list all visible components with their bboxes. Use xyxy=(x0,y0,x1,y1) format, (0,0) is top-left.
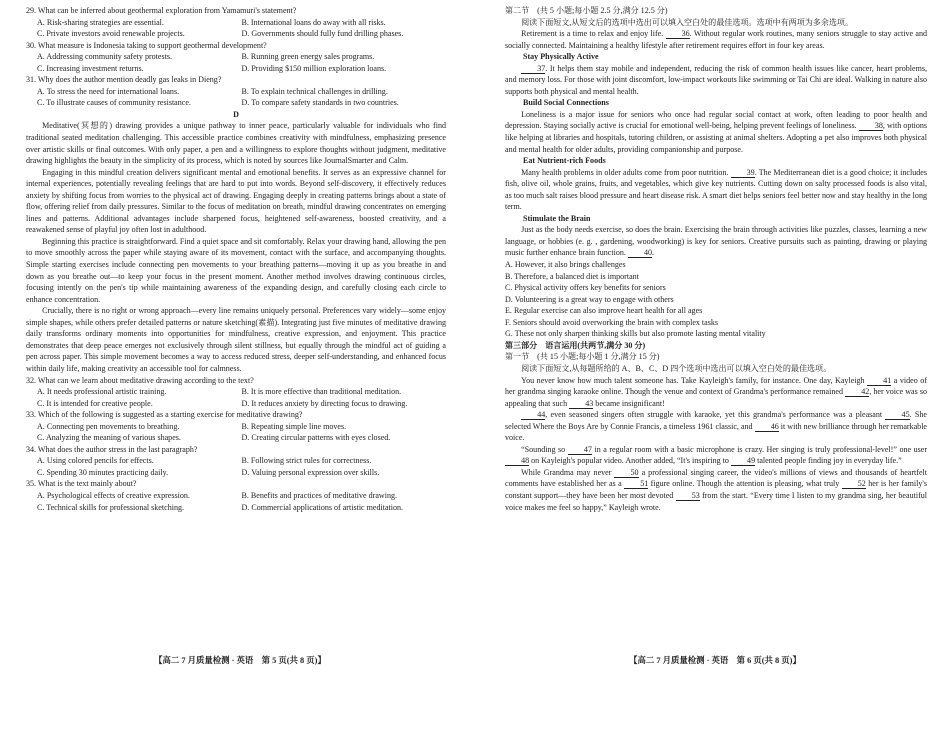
option-c[interactable]: C. Spending 30 minutes practicing daily. xyxy=(37,467,169,477)
option-d[interactable]: D. Creating circular patterns with eyes closed. xyxy=(241,433,391,443)
option-a[interactable]: A. It needs professional artistic training. xyxy=(37,387,167,397)
option-b[interactable]: B. To explain technical challenges in drilling. xyxy=(241,86,388,96)
option-b[interactable]: B. Following strict rules for correctness. xyxy=(241,456,372,466)
option-b[interactable]: B. Running green energy sales programs. xyxy=(241,52,375,62)
text: Many health problems in older adults come from poor nutrition. xyxy=(521,167,729,177)
text: a video of her grandma singing karaoke online. Though the venue and context of Grandma's performance remained xyxy=(505,375,928,397)
cloze-paragraph-1 xyxy=(505,375,927,410)
question-34 xyxy=(26,444,446,479)
question-30 xyxy=(26,40,446,75)
passage-paragraph-2: Engaging in this mindful creation delivers significant mental and emotional benefits. It serves as an expressive channel for internal experiences, potentially revealing feelings that are hard to put into words. Beyond self-discovery, it effectively reduces anxiety by shifting focus from worries to the physical act of drawing. Engaging deeply in creating patterns brings about a state of flow, offering relief from daily pressures. Similar to the focus of meditation on breath, mindful drawing concentrates on emerging lines and patterns. Additional advantages include sharpened focus, heightened self-awareness, boosted creativity, and a reawakened sense of playful joy often lost in adulthood. xyxy=(26,167,446,235)
text: While Grandma may never xyxy=(521,467,612,477)
heading-social: Build Social Connections xyxy=(523,98,609,108)
option-d[interactable]: D. Valuing personal expression over skills. xyxy=(241,467,380,477)
paragraph-social xyxy=(505,109,927,155)
question-32 xyxy=(26,375,446,410)
choice-d[interactable]: D. Volunteering is a great way to engage with others xyxy=(505,294,674,304)
option-b[interactable]: B. International loans do away with all risks. xyxy=(241,17,386,27)
option-a[interactable]: A. Risk-sharing strategies are essential. xyxy=(37,17,164,27)
option-c[interactable]: C. Private investors avoid renewable projects. xyxy=(37,29,185,39)
blank-50[interactable]: 50 xyxy=(614,468,638,478)
blank-40[interactable]: 40 xyxy=(628,248,652,258)
text: Just as the body needs exercise, so does the brain. Exercising the brain through activities like puzzles, classes, learning a new language, or hobbies (e. g. , gardening, woodworking) is key for seniors. Creative pursuits such as painting, drawing or playing music further enhance brain function. xyxy=(505,225,927,258)
passage-label: D xyxy=(233,109,239,119)
option-a[interactable]: A. Connecting pen movements to breathing. xyxy=(37,421,180,431)
text: on Kayleigh's popular video. Another added, “It's inspiring to xyxy=(531,456,729,466)
text: . It helps them stay mobile and independent, reducing the risk of common health issues like cancer, heart problems, and memory loss. For those with joint discomfort, low-impact workouts like swimming or Tai Chi are ideal. Walking in nature also supports both physical and mental health. xyxy=(505,63,928,96)
options xyxy=(26,386,446,409)
blank-51[interactable]: 51 xyxy=(624,479,648,489)
option-a[interactable]: A. To stress the need for international loans. xyxy=(37,86,180,96)
cloze-intro xyxy=(505,28,927,51)
option-d[interactable]: D. To compare safety standards in two countries. xyxy=(241,98,399,108)
paragraph-brain: Just as the body needs exercise, so does the brain. Exercising the brain through activities like puzzles, classes, learning a new language, or hobbies (e. g. , gardening, woodworking) is key for seniors. Creative pursuits such as painting, drawing or playing music further enhance brain function. 40. xyxy=(505,225,927,258)
blank-39[interactable]: 39 xyxy=(731,168,755,178)
choice-e[interactable]: E. Regular exercise can also improve heart health for all ages xyxy=(505,306,703,316)
text: talented people finding joy in everyday life.” xyxy=(757,456,902,466)
question-stem: 33. Which of the following is suggested as a starting exercise for meditative drawing? xyxy=(26,410,303,420)
option-c[interactable]: C. It is intended for creative people. xyxy=(37,398,153,408)
paragraph-physically-active xyxy=(505,63,927,98)
option-c[interactable]: C. Analyzing the meaning of various shapes. xyxy=(37,433,181,443)
text: , even seasoned singers often struggle with karaoke, yet this grandma's performance was a pleasant xyxy=(545,410,883,420)
right-page xyxy=(505,5,927,513)
blank-49[interactable]: 49 xyxy=(731,456,755,466)
part-3-title: 第三部分 语言运用(共两节,满分 30 分) xyxy=(505,340,646,350)
blank-41[interactable]: 41 xyxy=(867,376,891,386)
text: Retirement is a time to relax and enjoy life. xyxy=(521,29,664,39)
blank-38[interactable]: 38 xyxy=(859,121,883,131)
blank-37[interactable]: 37 xyxy=(521,64,545,74)
text: from the start. “Every time I listen to my grandma sing, her beautiful voice makes me feel so happy,” Kayleigh wrote. xyxy=(505,490,928,512)
passage-paragraph-1: Meditative(冥想的) drawing provides a unique pathway to inner peace, particularly valuable for individuals who find traditional seated meditation challenging. This accessible practice combines creativity with mindfulness, emphasizing presence over artistic skills or final outcomes. With only paper, a pen and a willingness to explore thoughts without judgment, meditative drawing highlights the beauty in the simplicity of its process, which is noted by sources like JournalSmarter and Calm. xyxy=(26,121,446,166)
text: Loneliness is a major issue for seniors who once had regular social contact at work, often leading to poor health and depression. Staying socially active is crucial for emotional well-being, helping prevent feelings of loneliness. xyxy=(505,109,927,131)
page-footer-6: 【高二 7 月质量检测 · 英语 第 6 页(共 8 页)】 xyxy=(629,656,801,665)
question-31 xyxy=(26,74,446,109)
text: her is her family's constant support—they have been her most devoted xyxy=(505,479,927,500)
choice-b[interactable]: B. Therefore, a balanced diet is important xyxy=(505,271,639,281)
blank-52[interactable]: 52 xyxy=(842,479,866,489)
option-d[interactable]: D. Governments should fully fund drilling phases. xyxy=(241,29,404,39)
cloze-paragraph-3 xyxy=(505,444,927,467)
blank-43[interactable]: 43 xyxy=(569,399,593,409)
text: figure online. Though the attention is pleasing, what truly xyxy=(650,479,840,489)
question-stem: 34. What does the author stress in the last paragraph? xyxy=(26,444,198,454)
options xyxy=(26,17,446,40)
passage-paragraph-3: Beginning this practice is straightforward. Find a quiet space and sit comfortably. Relax your drawing hand, allowing the pen to move smoothly across the paper while staying aware of its movement, contact with the surface, and accompanying thoughts. Simple starting exercises include connecting pen movements to your breathing patterns—moving it up as you breathe in and down as you breathe out—to keep your focus in the present moment. Another method involves drawing continuous circles, focusing intently on the pen's tip while maintaining awareness of the expanding design, and carefully closing each circle to enhance concentration. xyxy=(26,236,446,304)
question-35 xyxy=(26,478,446,513)
blank-36[interactable]: 36 xyxy=(666,29,690,39)
option-c[interactable]: C. Increasing investment returns. xyxy=(37,63,144,73)
cloze-paragraph-4 xyxy=(505,467,927,513)
question-stem: 32. What can we learn about meditative drawing according to the text? xyxy=(26,375,254,385)
blank-48[interactable]: 48 xyxy=(505,456,529,466)
text: . The Mediterranean diet is a good choice; it includes fish, olive oil, whole grains, fruits, and vegetables, which give key nutrients. Cutting down on salty processed foods is also vital, as too much salt raises blood pressure and heart disease risk. A smart diet helps seniors feel better now and stay healthy in the long term. xyxy=(505,167,927,212)
options xyxy=(26,51,446,74)
option-b[interactable]: B. Repeating simple line moves. xyxy=(241,421,347,431)
blank-44[interactable]: 44 xyxy=(521,410,545,420)
text: “Sounding so xyxy=(521,444,566,454)
text: , her voice was so appealing that such xyxy=(505,387,928,408)
options xyxy=(26,455,446,478)
question-stem: 29. What can be inferred about geothermal exploration from Yamamuri's statement? xyxy=(26,6,297,15)
options xyxy=(26,490,446,513)
part-3-section-1: 第一节 (共 15 小题;每小题 1 分,满分 15 分) xyxy=(505,352,660,362)
option-a[interactable]: A. Using colored pencils for effects. xyxy=(37,456,154,466)
text: it with new brilliance through her remarkable voice. xyxy=(505,421,927,443)
choice-c[interactable]: C. Physical activity offers key benefits for seniors xyxy=(505,283,666,293)
option-d[interactable]: D. Providing $150 million exploration loans. xyxy=(241,63,387,73)
choice-f[interactable]: F. Seniors should avoid overworking the brain with complex tasks xyxy=(505,317,719,327)
blank-46[interactable]: 46 xyxy=(755,422,779,432)
options xyxy=(26,421,446,444)
option-b[interactable]: B. Benefits and practices of meditative drawing. xyxy=(241,490,398,500)
left-page xyxy=(26,5,446,513)
option-d[interactable]: D. Commercial applications of artistic meditation. xyxy=(241,502,404,512)
page-footer-5: 【高二 7 月质量检测 · 英语 第 5 页(共 8 页)】 xyxy=(154,656,326,665)
blank-47[interactable]: 47 xyxy=(568,445,592,455)
text: became insignificant! xyxy=(595,398,665,408)
blank-45[interactable]: 45 xyxy=(885,410,909,420)
question-stem: 35. What is the text mainly about? xyxy=(26,479,137,489)
blank-53[interactable]: 53 xyxy=(676,491,700,501)
option-d[interactable]: D. It reduces anxiety by directing focus to drawing. xyxy=(241,398,408,408)
option-c[interactable]: C. Technical skills for professional sketching. xyxy=(37,502,185,512)
passage-paragraph-4: Crucially, there is no right or wrong approach—every line remains uniquely personal. Preferences vary widely—some enjoy simple shapes, while others prefer detailed patterns or nature sketching(素描). Integrating just five minutes of meditative drawing daily transforms ordinary moments into opportunities for mindfulness, creative expression, and enjoyment. This practice demonstrates that deep peace emerges not exclusively through silent stillness, but equally through the mindful act of guiding a pen across paper. This simple movement becomes a way to access reduced stress, deeper self-understanding, and enhanced focus within daily life, making creativity an accessible tool for calmness. xyxy=(26,306,446,373)
question-29 xyxy=(26,5,446,40)
text: You never know how much talent someone has. Take Kayleigh's family, for instance. One day, Kayleigh xyxy=(521,375,865,385)
section-2-instructions: 阅读下面短文,从短文后的选项中选出可以填入空白处的最佳选项。选项中有两项为多余选项。 xyxy=(521,17,854,27)
choice-a[interactable]: A. However, it also brings challenges xyxy=(505,260,626,270)
part-3-instructions: 阅读下面短文,从每题所给的 A、B、C、D 四个选项中选出可以填入空白处的最佳选项。 xyxy=(521,363,832,373)
choice-list xyxy=(505,259,927,340)
option-a[interactable]: A. Addressing community safety protests. xyxy=(37,52,172,62)
heading-physically-active: Stay Physically Active xyxy=(523,52,599,62)
text: . She selected Where the Boys Are by Connie Francis, a timeless 1961 classic, and xyxy=(505,410,927,431)
heading-nutrition: Eat Nutrient-rich Foods xyxy=(523,156,606,166)
question-stem: 31. Why does the author mention deadly gas leaks in Dieng? xyxy=(26,75,222,85)
heading-brain: Stimulate the Brain xyxy=(523,213,591,223)
option-b[interactable]: B. It is more effective than traditional meditation. xyxy=(241,387,402,397)
option-a[interactable]: A. Psychological effects of creative expression. xyxy=(37,490,190,500)
question-33 xyxy=(26,409,446,444)
cloze-paragraph-2 xyxy=(505,409,927,444)
paragraph-nutrition xyxy=(505,167,927,213)
text: . Without regular work routines, many seniors struggle to stay active and socially connected. Maintaining a healthy lifestyle after retirement requires effort in four key areas. xyxy=(505,29,927,50)
choice-g[interactable]: G. These not only sharpen thinking skills but also promote lasting mental vitality xyxy=(505,329,766,339)
options xyxy=(26,86,446,109)
text: in a regular room with a basic microphone is crazy. Her singing is truly professional-level!” one user xyxy=(594,444,928,454)
text: , with options like helping at libraries and hospitals, tutoring children, or assisting at animal shelters. Adopting a pet also improves both physical and mental health for older adults, providing companionship and purpose. xyxy=(505,121,927,154)
option-c[interactable]: C. To illustrate causes of community resistance. xyxy=(37,98,191,108)
section-2-title: 第二节 (共 5 小题;每小题 2.5 分,满分 12.5 分) xyxy=(505,6,668,15)
blank-42[interactable]: 42 xyxy=(845,387,869,397)
question-stem: 30. What measure is Indonesia taking to support geothermal development? xyxy=(26,40,267,50)
text: a professional singing career, the video's millions of views and thousands of heartfelt comments have established her as a xyxy=(505,467,927,489)
